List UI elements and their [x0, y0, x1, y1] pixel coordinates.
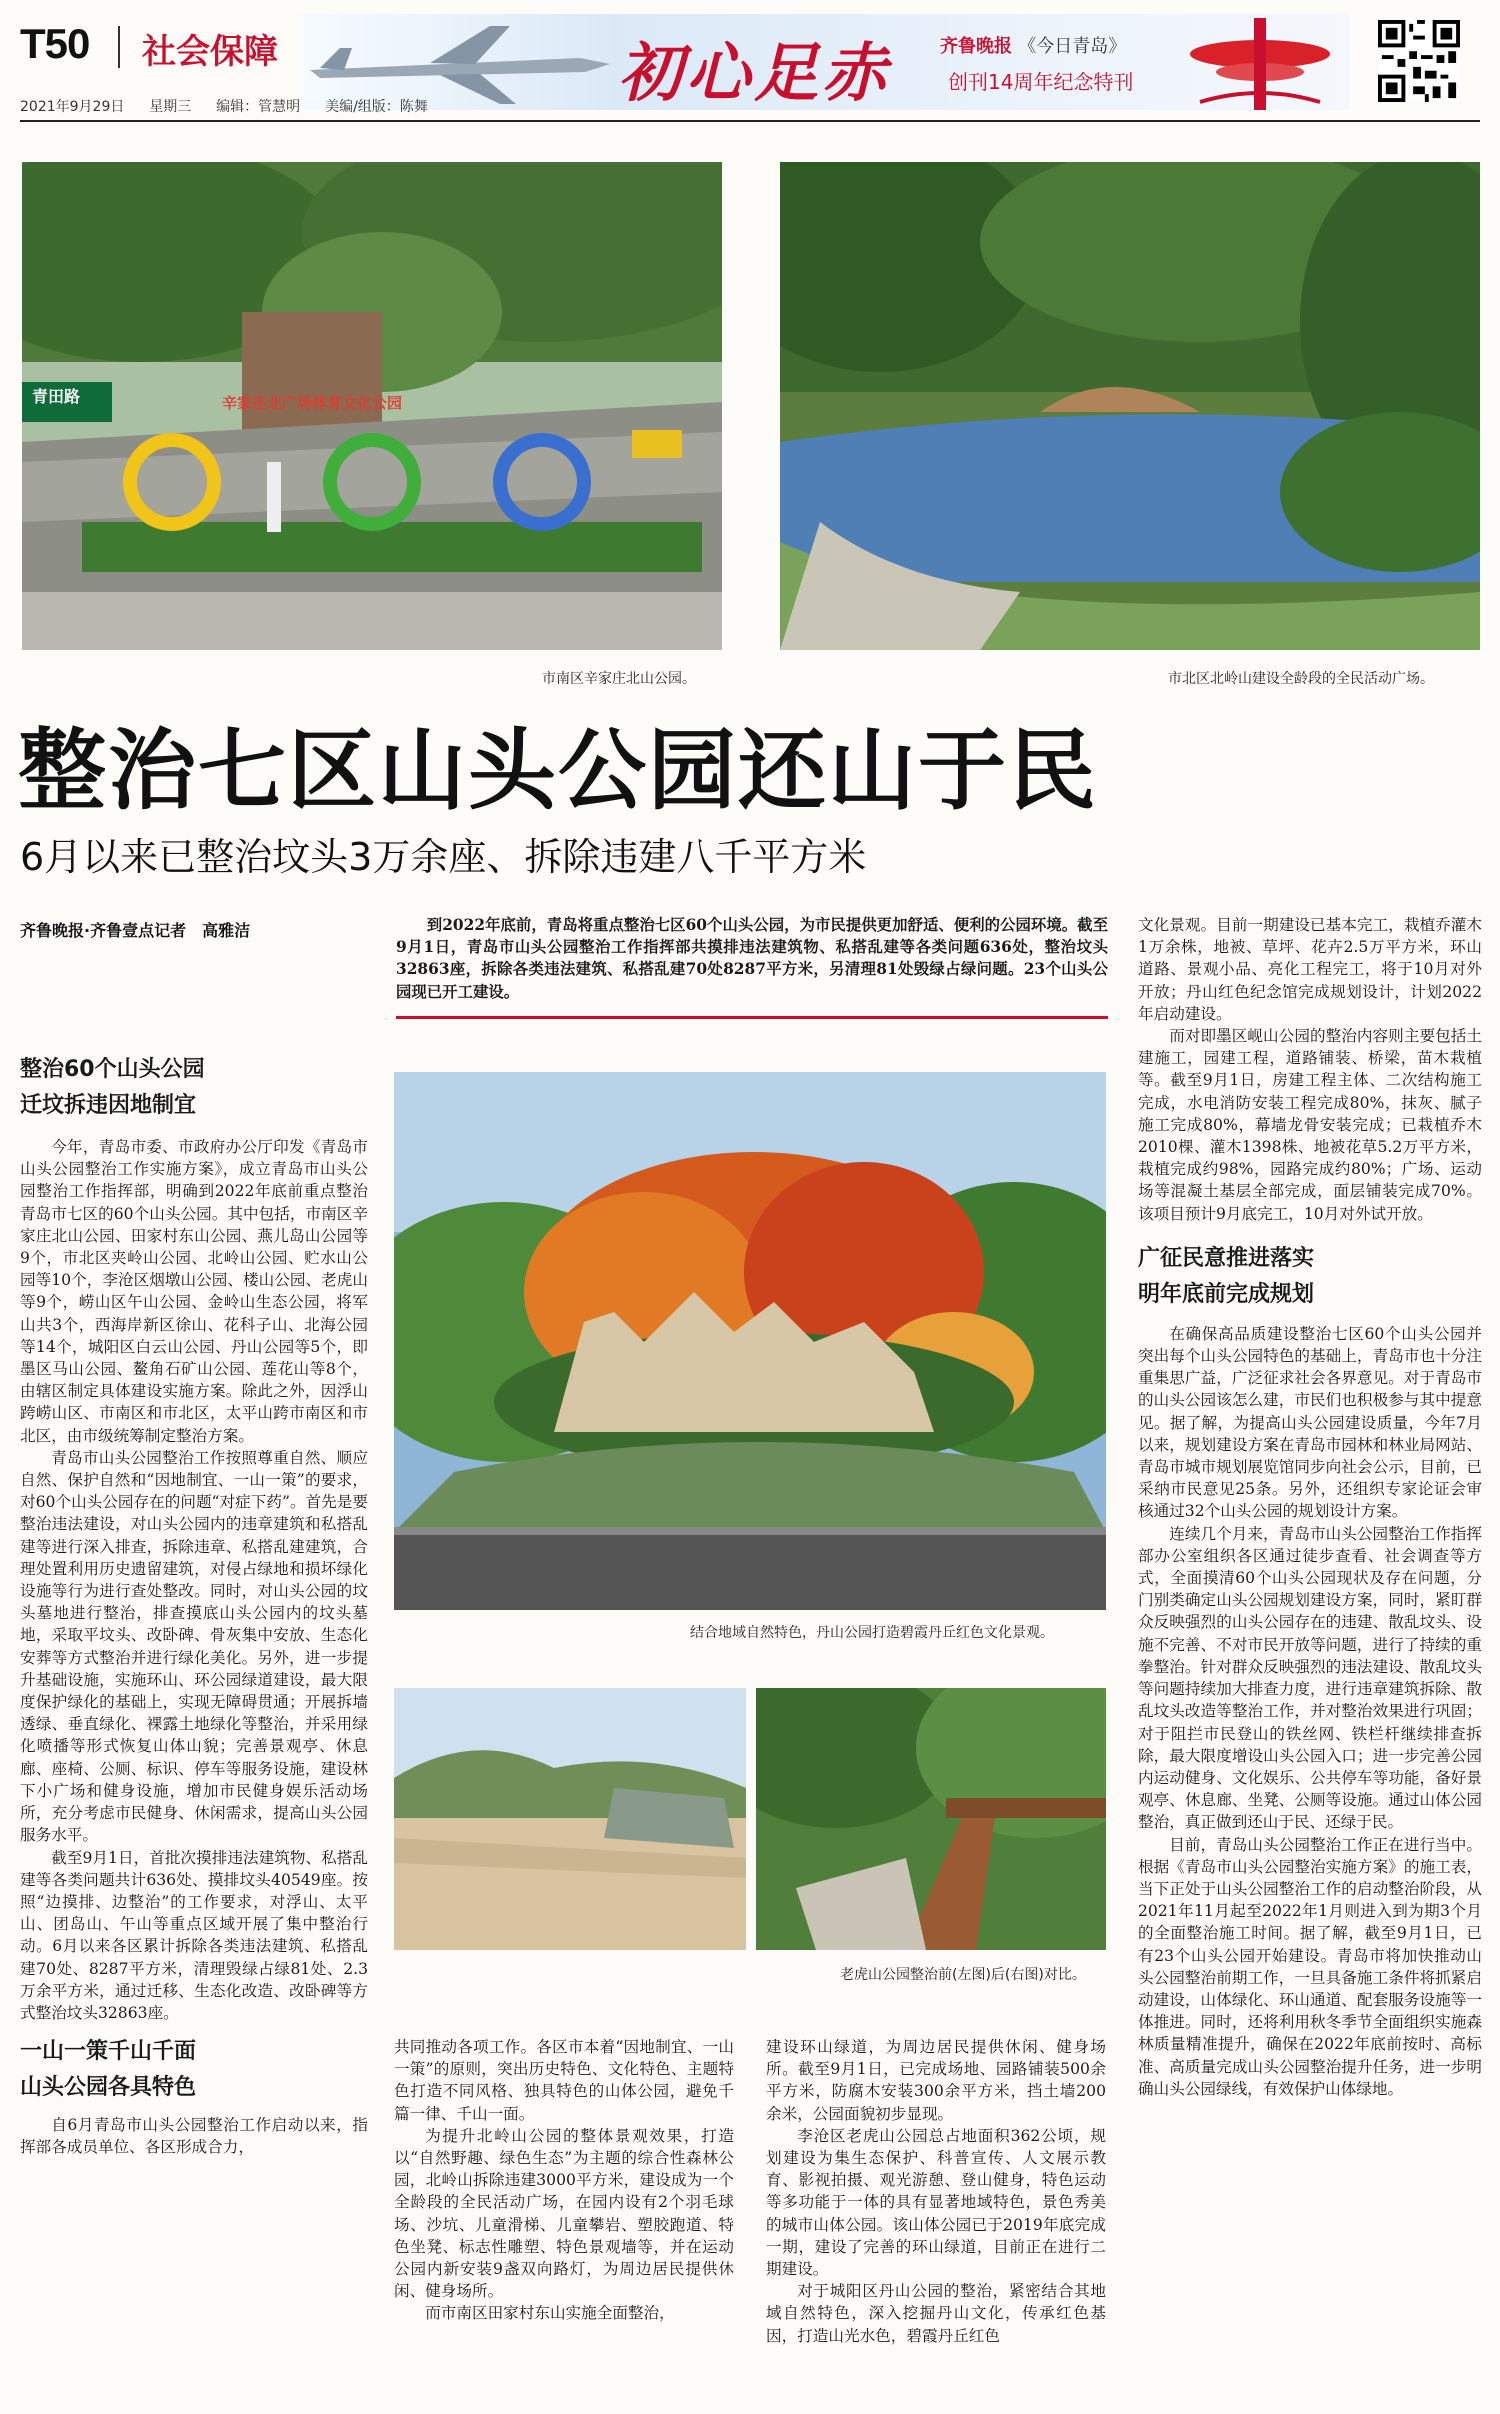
header-rule: [20, 120, 1480, 122]
photo-laohushan-after: [756, 1688, 1106, 1950]
photo-laohushan-before: [394, 1688, 746, 1950]
lead-text: 到2022年底前，青岛将重点整治七区60个山头公园，为市民提供更加舒适、便利的公园环境。截至9月1日，青岛市山头公园整治工作指挥部共摸排违法建筑物、私搭乱建等各类问题636处，整治坟头32863座，拆除各类违法建筑、私搭乱建70处8287平方米，另清理81处毁绿占绿问题。23个山头公园现已开工建设。: [396, 916, 1108, 1001]
section3-head2: 明年底前完成规划: [1138, 1281, 1315, 1307]
byline: 齐鲁晚报·齐鲁壹点记者 高雅洁: [20, 921, 251, 940]
section2-p6: 而对即墨区岘山公园的整治内容则主要包括土建施工，园建工程，道路铺装、桥梁，苗木栽植等。截至9月1日，房建工程主体、二次结构施工完成，水电消防安装工程完成80%，抹灰、腻子施工完成80%，幕墙龙骨安装完成；已栽植乔木2010棵、灌木1398株、地被花草5.2万平方米，栽植完成约98%，园路完成约80%；广场、运动场等混凝土基层全部完成，面层铺装完成70%。该项目预计9月底完工，10月对外试开放。: [1138, 1027, 1482, 1223]
section1-p2: 青岛市山头公园整治工作按照尊重自然、顺应自然、保护自然和“因地制宜、一山一策”的要求，对60个山头公园存在的问题“对症下药”。首先是要整治违法建设，对山头公园内的违章建筑和私搭乱建等进行深入排查，拆除违章、私搭乱建建筑，合理处置利用历史遗留建筑，对侵占绿地和损坏绿化设施等行为进行查处整改。同时，对山头公园的坟头墓地进行整治，排查摸底山头公园内的坟头墓地，采取平坟头、改卧碑、骨灰集中安放、生态化安葬等方式整治并进行绿化美化。另外，进一步提升基础设施，实施环山、环公园绿道建设，最大限度保护绿化的基础上，实现无障碍贯通；开展拆墙透绿、垂直绿化、裸露土地绿化等整治，并采用绿化喷播等形式恢复山体山貌；完善景观亭、休息廊、座椅、公厕、标识、停车等服务设施，建设林下小广场和健身设施，增加市民健身娱乐活动场所，充分考虑市民健身、休闲需求，提高山头公园服务水平。: [20, 1448, 368, 1845]
page-number: T50: [20, 20, 90, 67]
street-sign: 青田路: [32, 387, 81, 406]
section3-p2: 连续几个月来，青岛市山头公园整治工作指挥部办公室组织各区通过徒步查看、社会调查等方式，全面摸清60个山头公园现状及存在问题，分门别类确定山头公园规划建设方案，同时，紧盯群众反映强烈的山头公园存在的违建、散乱坟头、设施不完善、不对市民开放等问题，进行了持续的重拳整治。针对群众反映强烈的违法建设、散乱坟头等问题持续加大排查力度，进行违章建筑拆除、散乱坟头改造等整治工作，并对整治效果进行巩固；对于阻拦市民登山的铁丝网、铁栏杆继续排查拆除，最大限度增设山头公园入口；进一步完善公园内运动健身、文化娱乐、公共停车等功能，备好景观亭、休息廊、坐凳、公厕等设施。通过山体公园整治，真正做到还山于民、还绿于民。: [1138, 1524, 1482, 1832]
section3-p3: 目前，青岛山头公园整治工作正在进行当中。根据《青岛市山头公园整治实施方案》的施工表，当下正处于山头公园整治工作的启动整治阶段，从2021年11月起至2022年1月则进入到为期3个月的全面整治施工时间。据了解，截至9月1日，已有23个山头公园开始建设。青岛市将加快推动山头公园整治前期工作，一旦具备施工条件将抓紧启动建设，山体绿化、环山通道、配套服务设施等一体推进。同时，还将利用秋冬季节全面组织实施森林质量精准提升，确保在2022年底前按时、高标准、高质量完成山头公园整治提升任务，进一步明确山头公园绿线，有效保护山体绿地。: [1138, 1835, 1482, 2098]
section2-p2: 为提升北岭山公园的整体景观效果，打造以“自然野趣、绿色生态”为主题的综合性森林公园，北岭山拆除违建3000平方米，建设成为一个全龄段的全民活动广场，在园内设有2个羽毛球场、沙坑、儿童滑梯、儿童攀岩、塑胶跑道、特色坐凳、标志性雕塑、特色景观墙等，并在运动公园内新安装9盏双向路灯，为周边居民提供休闲、健身场所。: [394, 2126, 734, 2301]
section3-p1: 在确保高品质建设整治七区60个山头公园并突出每个山头公园特色的基础上，青岛市也十分注重集思广益，广泛征求社会各界意见。对于青岛市的山头公园该怎么建，市民们也积极参与其中提意见。据了解，为提高山头公园建设质量，今年7月以来，规划建设方案在青岛市园林和林业局网站、青岛市城市规划展览馆同步向社会公示，目前，已采纳市民意见25条。另外，还组织专家论证会审核通过32个山头公园的规划设计方案。: [1138, 1324, 1482, 1521]
column-4: [1138, 914, 1482, 2414]
dateline: [20, 96, 428, 116]
banner-title: 初心足赤: [618, 36, 890, 110]
issue-weekday: 星期三: [149, 99, 192, 115]
section2-p1-start: 自6月青岛市山头公园整治工作启动以来，指挥部各成员单位、各区形成合力，: [20, 2116, 368, 2157]
section2-p4: 李沧区老虎山公园总占地面积362公顷，规划建设为集生态保护、科普宣传、人文展示教育、影视拍摄、观光游憩、登山健身，特色运动等多功能于一体的具有显著地域特色，景色秀美的城市山体公园。该山体公园已于2019年底完成一期，建设了完善的环山绿道，目前正在进行二期建设。: [766, 2126, 1106, 2279]
section3-head1: 广征民意推进落实: [1138, 1245, 1315, 1271]
masthead: [0, 0, 1500, 132]
section2-p3-start: 而市南区田家村东山实施全面整治，: [425, 2304, 675, 2323]
photo-danshan-park: [394, 1072, 1106, 1610]
section2-head1: 一山一策千山千面: [20, 2039, 197, 2065]
paper-logo: [940, 32, 1126, 58]
section2-p1-end: 共同推动各项工作。各区市本着“因地制宜、一山一策”的原则，突出历史特色、文化特色、主题特色打造不同风格、独具特色的山体公园，避免千篇一律、千山一面。: [394, 2038, 734, 2123]
qr-code: [1378, 20, 1460, 102]
section2-p5-end: 文化景观。目前一期建设已基本完工，栽植乔灌木1万余株，地被、草坪、花卉2.5万平方米，环山道路、景观小品、亮化工程完工，将于10月对外开放；丹山红色纪念馆完成规划设计，计划2022年启动建设。: [1138, 916, 1482, 1023]
designer-credit: 美编/组版：陈舞: [325, 99, 428, 115]
headline: 整治七区山头公园还山于民: [18, 719, 1099, 822]
section2-p5-start: 对于城阳区丹山公园的整治，紧密结合其地域自然特色，深入挖掘丹山文化，传承红色基因，打造山光水色，碧霞丹丘红色: [766, 2282, 1106, 2345]
park-sign: 辛家庄北广场体育文化公园: [222, 394, 403, 412]
editor-credit: 编辑：管慧明: [216, 99, 301, 115]
section2-p3-end: 建设环山绿道，为周边居民提供休闲、健身场所。截至9月1日，已完成场地、园路铺装500余平方米，防腐木安装300余平方米，挡土墙200余米，公园面貌初步显现。: [766, 2038, 1106, 2123]
section1-p3: 截至9月1日，首批次摸排违法建筑物、私搭乱建等各类问题共计636处、摸排坟头40549座。按照“边摸排、边整治”的工作要求，对浮山、太平山、团岛山、午山等重点区域开展了集中整治行动。6月以来各区累计拆除各类违法建筑、私搭乱建70处、8287平方米，清理毁绿占绿81处、2.3万余平方米，通过迁移、生态化改造、改卧碑等方式整治坟头32863座。: [20, 1848, 368, 2022]
qr-code-icon: [1378, 20, 1460, 102]
subheadline: 6月以来已整治坟头3万余座、拆除违建八千平方米: [20, 835, 867, 879]
anniversary-label: 创刊14周年纪念特刊: [948, 70, 1134, 94]
photo-beiling-square: [780, 162, 1480, 650]
lead-rule: [396, 1016, 1108, 1019]
photo-caption-xinjiazhuang: 市南区辛家庄北山公园。: [542, 671, 696, 687]
lead-paragraph: [396, 914, 1108, 1003]
photo-caption-danshan: 结合地域自然特色，丹山公园打造碧霞丹丘红色文化景观。: [690, 1625, 1054, 1641]
header-divider: [118, 26, 120, 68]
section-name: 社会保障: [142, 32, 278, 72]
section1-head1: 整治60个山头公园: [20, 1057, 205, 1082]
section2-head2: 山头公园各具特色: [20, 2075, 197, 2101]
paper-logo-text: 齐鲁晚报: [940, 36, 1012, 57]
photo-caption-laohushan: 老虎山公园整治前(左图)后(右图)对比。: [840, 1967, 1086, 1983]
photo-xinjiazhuang-park: [22, 162, 722, 650]
photo-caption-beiling: 市北区北岭山建设全龄段的全民活动广场。: [1168, 671, 1434, 687]
column-1: [20, 1052, 368, 2414]
sub-paper: 《今日青岛》: [1018, 36, 1127, 57]
column-2: [394, 2036, 734, 2414]
banner: [300, 14, 1350, 110]
column-3: [766, 2036, 1106, 2414]
section1-head2: 迁坟拆违因地制宜: [20, 1093, 197, 1118]
issue-date: 2021年9月29日: [20, 99, 125, 115]
section1-p1: 今年，青岛市委、市政府办公厅印发《青岛市山头公园整治工作实施方案》，成立青岛市山头公园整治工作指挥部，明确到2022年底前重点整治青岛市七区的60个山头公园。其中包括，市南区辛家庄北山公园、田家村东山公园、燕儿岛山公园等9个，市北区夹岭山公园、北岭山公园、贮水山公园等10个，李沧区烟墩山公园、楼山公园、老虎山等9个，崂山区午山公园、金岭山生态公园，将军山共3个，西海岸新区徐山、花科子山、北海公园等14个，城阳区白云山公园、丹山公园等5个，即墨区马山公园、鳌角石矿山公园、莲花山等8个，由辖区制定具体建设实施方案。除此之外，因浮山跨崂山区、市南区和市北区，太平山跨市南区和市北区，由市级统筹制定整治方案。: [20, 1138, 368, 1445]
airplane-icon: [300, 18, 620, 108]
tower-illustration: [1170, 14, 1350, 110]
